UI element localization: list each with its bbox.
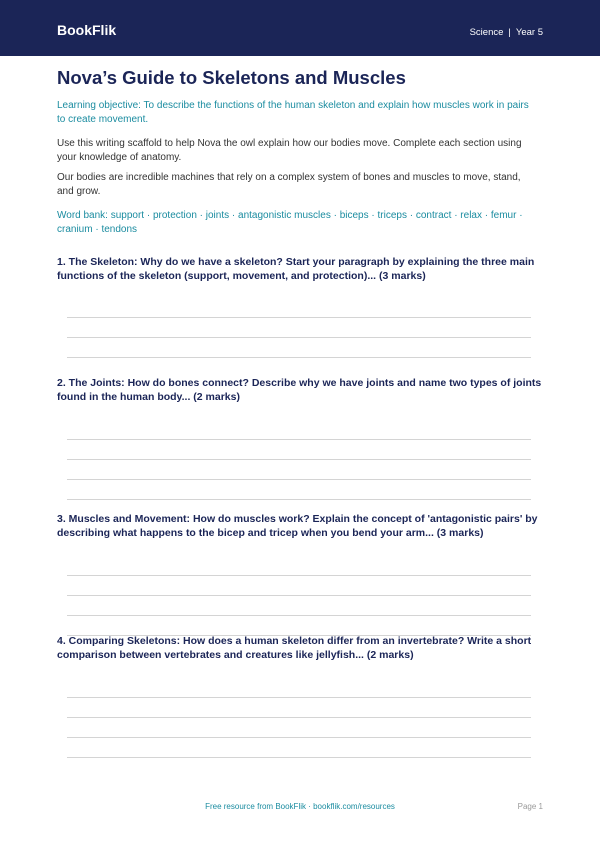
answer-line[interactable] (67, 697, 531, 698)
answer-line[interactable] (67, 439, 531, 440)
intro-paragraph: Use this writing scaffold to help Nova the owl explain how our bodies move. Complete each section using your knowledge of anatomy. (57, 138, 522, 163)
answer-line[interactable] (67, 575, 531, 576)
answer-line[interactable] (67, 717, 531, 718)
answer-line[interactable] (67, 737, 531, 738)
page-title: Nova’s Guide to Skeletons and Muscles (57, 67, 406, 88)
answer-line[interactable] (67, 595, 531, 596)
question-2: 2. The Joints: How do bones connect? Describe why we have joints and name two types of joints found in the human body... (2 marks) (57, 377, 542, 403)
brand-logo[interactable]: BookFlik (57, 22, 117, 38)
answer-line[interactable] (67, 459, 531, 460)
answer-line[interactable] (67, 499, 531, 500)
header-bar (0, 0, 600, 56)
answer-line[interactable] (67, 357, 531, 358)
learning-objective: Learning objective: To describe the functions of the human skeleton and explain how muscles work in pairs to create movement. (57, 100, 529, 125)
context-paragraph: Our bodies are incredible machines that rely on a complex system of bones and muscles to move, stand, and grow. (57, 172, 521, 197)
question-1: 1. The Skeleton: Why do we have a skeleton? Start your paragraph by explaining the three main functions of the skeleton (support, movement, and protection)... (3 marks) (57, 256, 535, 282)
answer-line[interactable] (67, 317, 531, 318)
question-4: 4. Comparing Skeletons: How does a human skeleton differ from an invertebrate? Write a short comparison between vertebrates and creatures like jellyfish... (2 marks) (57, 635, 532, 661)
year-label: Year 5 (515, 27, 543, 38)
subject-label: Science (469, 27, 504, 38)
answer-line[interactable] (67, 479, 531, 480)
answer-line[interactable] (67, 757, 531, 758)
word-bank: Word bank: support · protection · joints · antagonistic muscles · biceps · triceps · contract · relax · femur · cranium · tendons (57, 210, 523, 235)
page-number: Page 1 (517, 802, 543, 811)
meta-separator: | (508, 27, 511, 38)
footer-credit[interactable]: Free resource from BookFlik · bookflik.com/resources (205, 802, 395, 811)
question-3: 3. Muscles and Movement: How do muscles work? Explain the concept of 'antagonistic pairs' by describing what happens to the bicep and tricep when you bend your arm... (3 marks) (57, 513, 538, 539)
answer-line[interactable] (67, 615, 531, 616)
subject-year-label (470, 27, 543, 39)
answer-line[interactable] (67, 337, 531, 338)
